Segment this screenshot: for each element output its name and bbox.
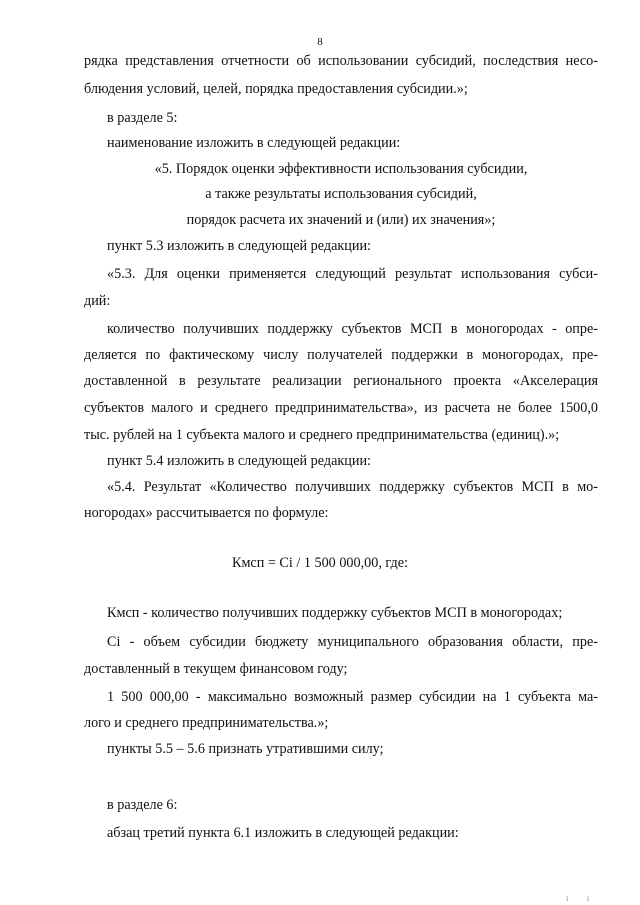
text-line: дий: — [84, 293, 111, 309]
heading-line: порядок расчета их значений и (или) их значения»; — [186, 212, 496, 228]
text-line: наименование изложить в следующей редакции: — [107, 135, 401, 151]
text-line: Ci - объем субсидии бюджету муниципального образования области, пре- — [107, 634, 598, 650]
text-line: деляется по фактическому числу получателей поддержки в моногородах, пре- — [84, 347, 598, 363]
text-line: доставленный в текущем финансовом году; — [84, 661, 348, 677]
text-line: «5.4. Результат «Количество получивших поддержку субъектов МСП в мо- — [107, 479, 598, 495]
text-line: количество получивших поддержку субъектов МСП в моногородах - опре- — [107, 321, 598, 337]
text-line: пункт 5.4 изложить в следующей редакции: — [107, 453, 371, 469]
text-line: пункт 5.3 изложить в следующей редакции: — [107, 238, 371, 254]
text-line: ногородах» рассчитывается по формуле: — [84, 505, 329, 521]
text-line: пункты 5.5 – 5.6 признать утратившими силу; — [107, 741, 384, 757]
page-number: 8 — [317, 36, 323, 48]
scan-marks: ı ı — [566, 893, 598, 903]
text-line: Кмсп - количество получивших поддержку субъектов МСП в моногородах; — [107, 605, 563, 621]
text-line: абзац третий пункта 6.1 изложить в следующей редакции: — [107, 825, 459, 841]
text-line: субъектов малого и среднего предпринимательства», из расчета не более 1500,0 — [84, 400, 598, 416]
text-line: рядка представления отчетности об использовании субсидий, последствия несо- — [84, 53, 598, 69]
heading-line: «5. Порядок оценки эффективности использования субсидии, — [154, 161, 528, 177]
text-line: в разделе 5: — [107, 110, 178, 126]
text-line: блюдения условий, целей, порядка предоставления субсидии.»; — [84, 81, 468, 97]
text-line: доставленной в результате реализации регионального проекта «Акселерация — [84, 373, 598, 389]
text-line: 1 500 000,00 - максимально возможный размер субсидии на 1 субъекта ма- — [107, 689, 598, 705]
text-line: «5.3. Для оценки применяется следующий результат использования субси- — [107, 266, 598, 282]
text-line: тыс. рублей на 1 субъекта малого и среднего предпринимательства (единиц).»; — [84, 427, 560, 443]
text-line: лого и среднего предпринимательства.»; — [84, 715, 329, 731]
text-line: в разделе 6: — [107, 797, 178, 813]
heading-line: а также результаты использования субсидий, — [205, 186, 477, 202]
formula: Кмсп = Ci / 1 500 000,00, где: — [231, 555, 408, 571]
